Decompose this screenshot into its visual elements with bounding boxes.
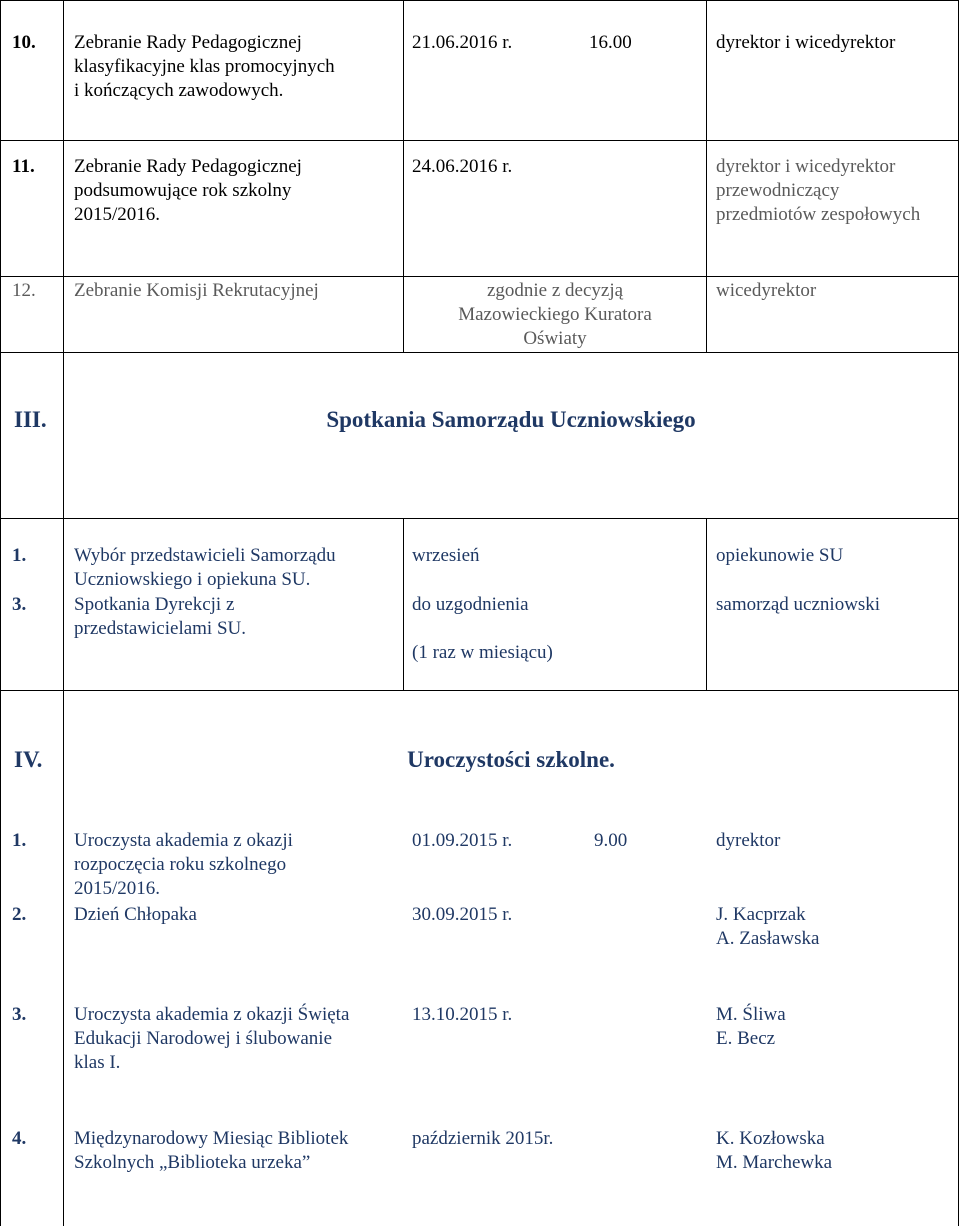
event-time: 16.00 xyxy=(589,32,632,53)
responsible-person: J. Kacprzak A. Zasławska xyxy=(716,904,820,949)
table-border-right xyxy=(958,0,959,1226)
event-name: Uroczysta akademia z okazji Święta Edukacji Narodowej i ślubowanie klas I. xyxy=(74,1004,350,1073)
row-number: 1. xyxy=(12,545,27,566)
row-divider xyxy=(0,690,959,691)
event-name: Dzień Chłopaka xyxy=(74,904,197,925)
row-divider xyxy=(0,276,959,277)
row-divider xyxy=(0,0,959,1)
row-number: 4. xyxy=(12,1128,27,1149)
column-divider xyxy=(706,518,707,690)
row-number: 10. xyxy=(12,32,36,53)
row-number: 1. xyxy=(12,830,27,851)
section-title: Uroczystości szkolne. xyxy=(407,747,615,772)
column-divider xyxy=(63,352,64,690)
event-date: 13.10.2015 r. xyxy=(412,1004,513,1025)
row-number: 11. xyxy=(12,156,35,177)
row-divider xyxy=(0,352,959,353)
event-name: Wybór przedstawicieli Samorządu Uczniowskiego i opiekuna SU. xyxy=(74,545,336,590)
column-divider xyxy=(403,518,404,690)
event-date: 21.06.2016 r. xyxy=(412,32,513,53)
responsible-person: samorząd uczniowski xyxy=(716,594,881,615)
event-time: 9.00 xyxy=(594,830,628,851)
event-date: wrzesień xyxy=(412,545,480,566)
section-title: Spotkania Samorządu Uczniowskiego xyxy=(326,407,696,432)
responsible-person: dyrektor xyxy=(716,830,781,851)
responsible-person: dyrektor i wicedyrektor przewodniczący przedmiotów zespołowych xyxy=(716,156,921,225)
event-date: październik 2015r. xyxy=(412,1128,554,1149)
event-name: Uroczysta akademia z okazji rozpoczęcia roku szkolnego 2015/2016. xyxy=(74,830,293,899)
row-divider xyxy=(0,140,959,141)
event-name: Spotkania Dyrekcji z przedstawicielami SU. xyxy=(74,594,247,639)
responsible-person: wicedyrektor xyxy=(716,280,817,301)
section-numeral: III. xyxy=(14,407,47,432)
table-border-left xyxy=(0,0,1,1226)
event-date: 24.06.2016 r. xyxy=(412,156,513,177)
row-number: 3. xyxy=(12,594,27,615)
event-date: zgodnie z decyzją Mazowieckiego Kuratora Oświaty xyxy=(458,280,652,349)
event-name: Międzynarodowy Miesiąc Bibliotek Szkolnych „Biblioteka urzeka” xyxy=(74,1128,349,1173)
row-number: 12. xyxy=(12,280,36,301)
event-name: Zebranie Rady Pedagogicznej podsumowujące rok szkolny 2015/2016. xyxy=(74,156,302,225)
event-date: 01.09.2015 r. xyxy=(412,830,513,851)
row-number: 2. xyxy=(12,904,27,925)
responsible-person: dyrektor i wicedyrektor xyxy=(716,32,896,53)
responsible-person: K. Kozłowska M. Marchewka xyxy=(716,1128,833,1173)
column-divider xyxy=(706,0,707,352)
section-numeral: IV. xyxy=(14,747,43,772)
row-divider xyxy=(0,518,959,519)
responsible-person: opiekunowie SU xyxy=(716,545,844,566)
column-divider xyxy=(63,0,64,352)
event-name: Zebranie Rady Pedagogicznej klasyfikacyjne klas promocyjnych i kończących zawodowych. xyxy=(74,32,335,101)
event-name: Zebranie Komisji Rekrutacyjnej xyxy=(74,280,319,301)
responsible-person: M. Śliwa E. Becz xyxy=(716,1004,786,1049)
row-number: 3. xyxy=(12,1004,27,1025)
event-date: do uzgodnienia (1 raz w miesiącu) xyxy=(412,594,553,663)
event-date: 30.09.2015 r. xyxy=(412,904,513,925)
